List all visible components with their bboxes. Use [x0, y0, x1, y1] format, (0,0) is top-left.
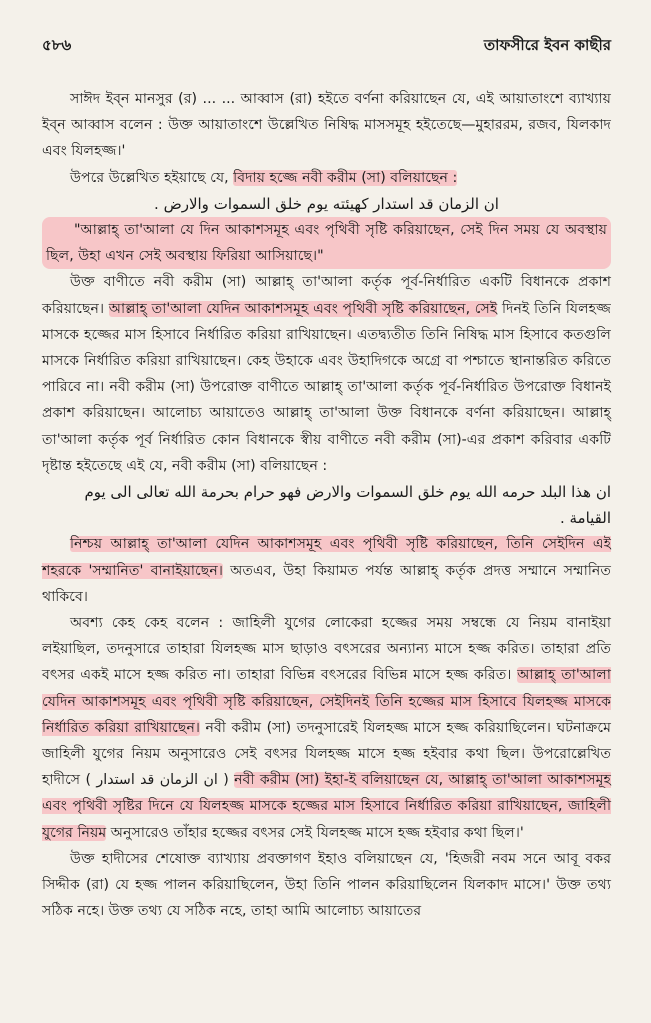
paragraph-2-text: উপরে উল্লেখিত হইয়াছে যে, — [70, 169, 234, 186]
paragraph-3-text-b: দিনই তিনি যিলহজ্জ মাসকে হজ্জের মাস হিসাবে নির্ধারিত করিয়া রাখিয়াছেন। এতদ্ব্যতীত তিনি নিষিদ্ধ মাস হিসাবে কতগুলি মাসকে নির্ধারিত করিয়া রাখিয়াছেন। কেহ উহাকে এবং উহাদিগকে অগ্রে বা পশ্চাতে স্থানান্তরিত করিতে পারিবে না। নবী করীম (সা) উপরোক্ত বাণীতে আল্লাহ্ তা'আলা কর্তৃক পূর্ব-নির্ধারিত উপরোক্ত বিধানই প্রকাশ করিয়াছেন। আলোচ্য আয়াতেও আল্লাহ্ তা'আলা উক্ত বিধানকে বর্ণনা করিয়াছেন। আল্লাহ্ তা'আলা কর্তৃক পূর্ব নির্ধারিত কোন বিধানকে স্বীয় বাণীতে নবী করীম (সা)-এর প্রকাশ করিবার একটি দৃষ্টান্ত হইতেছে এই যে, নবী করীম (সা) বলিয়াছেন : — [42, 300, 611, 474]
paragraph-5-text-a: অবশ্য কেহ কেহ বলেন : জাহিলী যুগের লোকেরা হজ্জের সময় সম্বন্ধে যে নিয়ম বানাইয়া লইয়াছিল, তদনুসারে তাহারা যিলহজ্জ মাস ছাড়াও বৎসরের অন্যান্য মাসে হজ্জ করিত। তাহারা প্রতি বৎসর একই মাসে হজ্জ করিত না। তাহারা বিভিন্ন বৎসরের বিভিন্ন মাসে হজ্জ করিত। — [42, 615, 611, 684]
highlight-creation-day: আল্লাহ্ তা'আলা যেদিন আকাশসমূহ এবং পৃথিবী সৃষ্টি করিয়াছেন, সেই — [108, 300, 498, 317]
paragraph-5-text-d: অনুসারেও তাঁহার হজ্জের বৎসর সেই যিলহজ্জ মাসে হজ্জ হইবার কথা ছিল।' — [106, 824, 524, 841]
arabic-hadith-2: ان هذا البلد حرمه الله يوم خلق السموات والارض فهو حرام بحرمة الله تعالى الى يوم — [84, 483, 611, 502]
paragraph-4 — [42, 531, 611, 610]
paragraph-4-text: অতএব, উহা কিয়ামত পর্যন্ত আল্লাহ্ কর্তৃক প্রদত্ত সম্মানে সম্মানিত থাকিবে। — [42, 562, 612, 605]
highlight-sacred-city: নিশ্চয় আল্লাহ্ তা'আলা যেদিন আকাশসমূহ এবং পৃথিবী সৃষ্টি করিয়াছেন, তিনি সেইদিন এই শহরকে 'সম্মানিত' বানাইয়াছেন। — [42, 536, 611, 579]
arabic-inline-quote: ان الزمان قد استدار — [96, 772, 218, 789]
arabic-hadith-2-end: القيامة . — [559, 509, 611, 528]
page-header — [42, 34, 611, 59]
page-body — [42, 86, 611, 925]
paragraph-5-text-c: ) — [217, 772, 235, 789]
highlight-prophet-said: নবী করীম (সা) ইহা-ই বলিয়াছেন যে, আল্লাহ্ তা'আলা আকাশসমূহ এবং পৃথিবী সৃষ্টির দিনে যে যিলহজ্জ মাসকে হজ্জের মাস হিসাবে নির্ধারিত করিয়া রাখিয়াছেন, জাহিলী যুগের নিয়ম — [42, 772, 612, 841]
quote-hadith-1: "আল্লাহ্ তা'আলা যে দিন আকাশসমূহ এবং পৃথিবী সৃষ্টি করিয়াছেন, সেই দিন সময় যে অবস্থায় ছিল, উহা এখন সেই অবস্থায় ফিরিয়া আসিয়াছে।" — [42, 217, 611, 269]
paragraph-3-text-a: উক্ত বাণীতে নবী করীম (সা) আল্লাহ্ তা'আলা কর্তৃক পূর্ব-নির্ধারিত একটি বিধানকে প্রকাশ করিয়াছেন। — [42, 274, 611, 317]
arabic-hadith-1: ان الزمان قد استدار كهيئته يوم خلق السموات والارض . — [154, 194, 499, 213]
paragraph-1: সাঈদ ইব্‌ন মানসুর (র) ... ... আব্বাস (রা) হইতে বর্ণনা করিয়াছেন যে, এই আয়াতাংশে ব্যাখ্যায় ইব্‌ন আব্বাস বলেন : উক্ত আয়াতাংশে উল্লেখিত নিষিদ্ধ মাসসমূহ হইতেছে—মুহাররম, রজব, যিলকাদ এবং যিলহজ্জ।' — [42, 91, 611, 160]
book-title: তাফসীরে ইবন কাছীর — [483, 36, 611, 54]
page-number: ৫৮৬ — [42, 36, 72, 54]
paragraph-3 — [42, 269, 611, 479]
paragraph-5 — [42, 610, 611, 846]
paragraph-2 — [42, 165, 611, 191]
highlight-farewell-hajj: বিদায় হজ্জে নবী করীম (সা) বলিয়াছেন : — [233, 169, 458, 186]
highlight-hajj-month: আল্লাহ্ তা'আলা যেদিন আকাশসমূহ এবং পৃথিবী সৃষ্টি করিয়াছেন, সেইদিনই তিনি হজ্জের মাস হিসাবে যিলহজ্জ মাসকে নির্ধারিত করিয়া রাখিয়াছেন। — [42, 667, 611, 736]
paragraph-5-text-b: নবী করীম (সা) তদনুসারেই যিলহজ্জ মাসে হজ্জ করিয়াছিলেন। ঘটনাক্রমে জাহিলী যুগের নিয়ম অনুসারেও সেই বৎসর যিলহজ্জ মাসে হজ্জ হইবার কথা ছিল। উপরোল্লেখিত হাদীসে ( — [42, 719, 611, 789]
paragraph-6: উক্ত হাদীসের শেষোক্ত ব্যাখ্যায় প্রবক্তাগণ ইহাও বলিয়াছেন যে, 'হিজরী নবম সনে আবূ বকর সিদ্দীক (রা) যে হজ্জ পালন করিয়াছিলেন, উহা তিনি পালন করিয়াছিলেন যিলকাদ মাসে।' উক্ত তথ্য সঠিক নহে। উক্ত তথ্য যে সঠিক নহে, তাহা আমি আলোচ্য আয়াতের — [42, 850, 611, 920]
